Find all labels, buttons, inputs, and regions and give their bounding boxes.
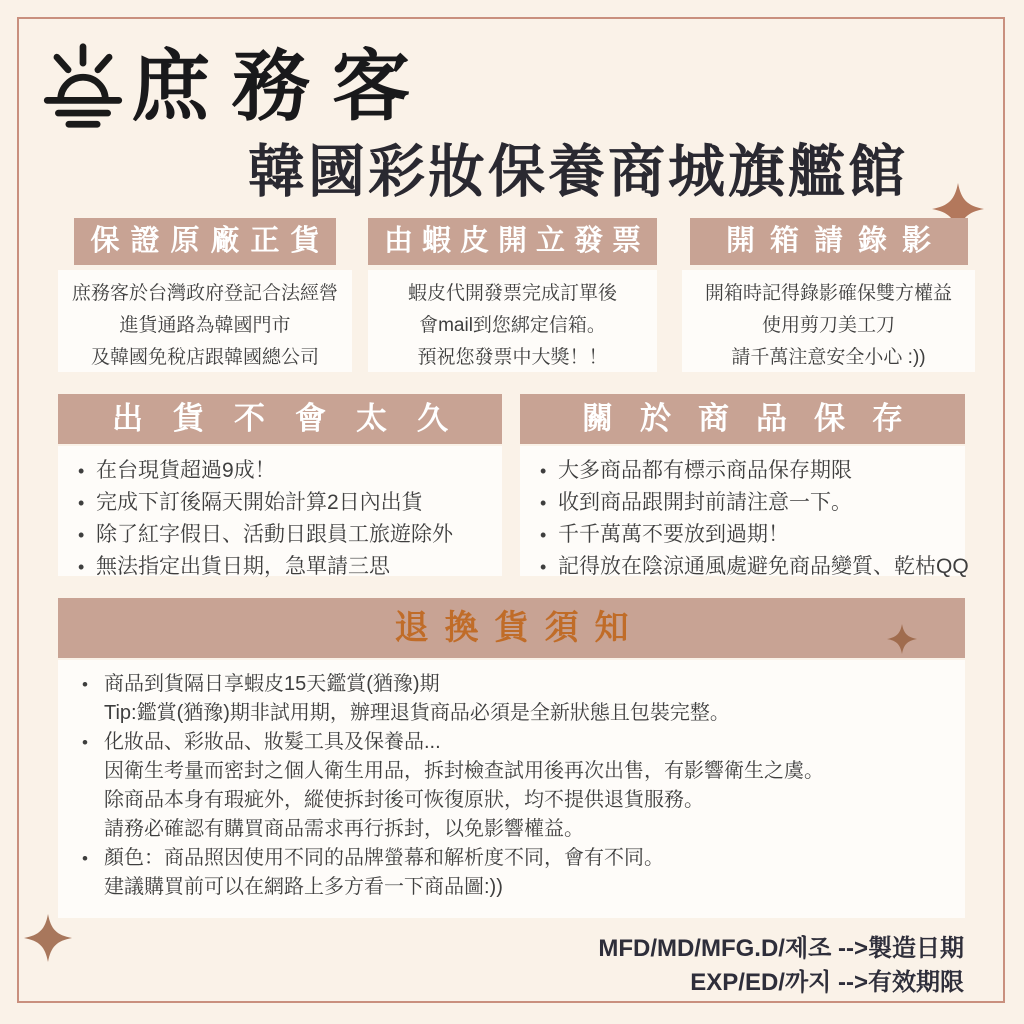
returns-title-bar xyxy=(58,598,965,658)
page-title: 韓國彩妝保養商城旗艦館 xyxy=(248,140,908,204)
bullet-dot: • xyxy=(78,525,85,545)
sparkle-icon xyxy=(24,912,72,964)
card-line: 及韓國免稅店跟韓國總公司 xyxy=(90,347,319,368)
list-item: 除商品本身有瑕疵外，縱使拆封後可恢復原狀，均不提供退貨服務。 xyxy=(104,789,704,811)
card-line: 開箱時記得錄影確保雙方權益 xyxy=(704,283,952,304)
card-title: 由蝦皮開立發票 xyxy=(368,218,657,265)
list-item: 因衛生考量而密封之個人衛生用品，拆封檢查試用後再次出售，有影響衛生之虞。 xyxy=(104,760,824,782)
card-body xyxy=(520,446,969,578)
list-item: • 顏色：商品照因使用不同的品牌螢幕和解析度不同，會有不同。 xyxy=(80,844,959,873)
card-title: 關於商品保存 xyxy=(520,394,965,444)
list-item-text: 無法指定出貨日期，急單請三思 xyxy=(96,555,390,578)
bullet-dot: • xyxy=(540,525,547,545)
info-card-authenticity xyxy=(58,218,352,372)
list-item: 請務必確認有購買商品需求再行拆封，以免影響權益。 xyxy=(104,818,584,840)
bullet-card-storage xyxy=(520,394,969,578)
list-item-text: 在台現貨超過9成！ xyxy=(96,459,276,482)
list-item xyxy=(540,519,961,551)
card-title: 開箱請錄影 xyxy=(690,218,968,265)
sparkle-icon xyxy=(887,614,917,646)
info-card-invoice xyxy=(368,218,657,372)
legend-line-exp: EXP/ED/까지 -->有效期限 xyxy=(690,969,964,996)
card-body xyxy=(682,270,975,372)
list-item-text: 大多商品都有標示商品保存期限 xyxy=(558,459,852,482)
card-line: 預祝您發票中大獎！！ xyxy=(417,347,608,368)
list-item xyxy=(78,455,498,487)
list-item xyxy=(540,455,961,487)
list-item xyxy=(540,487,961,519)
list-item-text: 收到商品跟開封前請注意一下。 xyxy=(558,491,852,514)
date-code-legend xyxy=(598,932,964,1000)
brand-logo-text: 庶務客 xyxy=(132,42,433,130)
list-item-text: 記得放在陰涼通風處避免商品變質、乾枯QQ xyxy=(558,555,969,578)
card-body xyxy=(58,270,352,372)
card-line: 會mail到您綁定信箱。 xyxy=(419,315,606,336)
list-item: • 商品到貨隔日享蝦皮15天鑑賞(猶豫)期 xyxy=(80,670,959,699)
bullet-dot: • xyxy=(78,461,85,481)
list-item xyxy=(78,487,498,519)
info-card-unboxing xyxy=(682,218,975,372)
card-body xyxy=(368,270,657,372)
list-item xyxy=(78,519,498,551)
legend-line-mfd: MFD/MD/MFG.D/제조 -->製造日期 xyxy=(598,935,964,962)
list-item-text: 千千萬萬不要放到過期！ xyxy=(558,523,789,546)
list-item xyxy=(78,551,498,583)
sunset-logo-icon xyxy=(42,36,124,132)
bullet-dot: • xyxy=(540,493,547,513)
card-body xyxy=(58,446,502,576)
card-line: 庶務客於台灣政府登記合法經營 xyxy=(71,283,338,304)
bullet-dot: • xyxy=(540,461,547,481)
returns-section xyxy=(58,598,965,918)
card-line: 蝦皮代開發票完成訂單後 xyxy=(407,283,617,304)
list-item: Tip:鑑賞(猶豫)期非試用期，辦理退貨商品必須是全新狀態且包裝完整。 xyxy=(104,702,730,724)
bullet-dot: • xyxy=(78,493,85,513)
card-line: 請千萬注意安全小心 :)) xyxy=(731,347,926,368)
card-line: 進貨通路為韓國門市 xyxy=(119,315,291,336)
bullet-card-shipping xyxy=(58,394,502,576)
list-item-text: 除了紅字假日、活動日跟員工旅遊除外 xyxy=(96,523,453,546)
card-title: 保證原廠正貨 xyxy=(74,218,336,265)
list-item xyxy=(540,551,969,583)
list-item: • 化妝品、彩妝品、妝髮工具及保養品... xyxy=(80,728,959,757)
card-title: 出貨不會太久 xyxy=(58,394,502,444)
returns-body xyxy=(58,660,965,918)
list-item-text: 完成下訂後隔天開始計算2日內出貨 xyxy=(96,491,423,514)
bullet-dot: • xyxy=(78,557,85,577)
bullet-dot: • xyxy=(540,557,547,577)
list-item: 建議購買前可以在網路上多方看一下商品圖:)) xyxy=(104,876,503,898)
returns-title: 退換貨須知 xyxy=(394,609,645,647)
card-line: 使用剪刀美工刀 xyxy=(761,315,895,336)
